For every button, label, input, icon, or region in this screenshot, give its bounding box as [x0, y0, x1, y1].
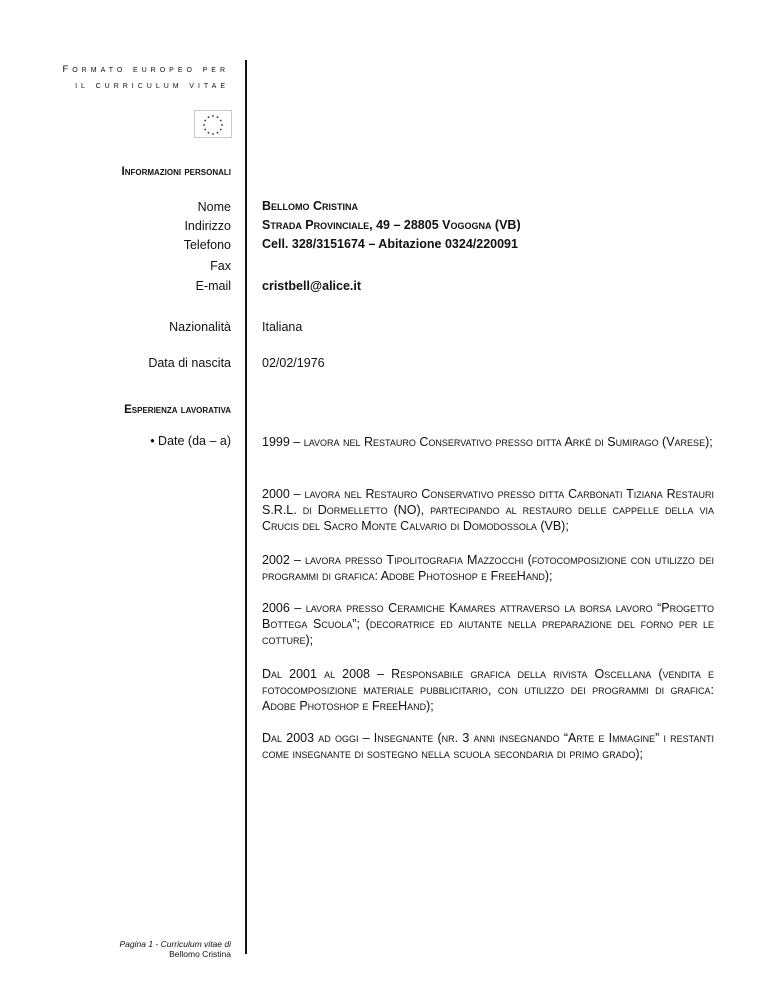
eu-stars-flag-icon — [194, 110, 232, 138]
label-birthdate: Data di nascita — [148, 356, 231, 370]
vertical-divider — [245, 60, 247, 954]
experience-entry: Dal 2003 ad oggi – Insegnante (nr. 3 anni insegnando “Arte e Immagine” i restanti come insegnante di sostegno nella scuola secondaria di primo grado); — [262, 731, 714, 761]
value-email: cristbell@alice.it — [262, 279, 362, 293]
footer-line1: Pagina 1 - Curriculum vitae di — [119, 939, 231, 949]
document-title-line2: il curriculum vitae — [75, 80, 229, 91]
value-address: Strada Provinciale, 49 – 28805 Vogogna (VB) — [262, 218, 521, 232]
label-address: Indirizzo — [184, 219, 231, 233]
label-name: Nome — [197, 200, 231, 214]
footer — [120, 939, 232, 959]
label-phone: Telefono — [183, 238, 231, 252]
footer-line2: Bellomo Cristina — [169, 949, 231, 959]
document-title-line1: Formato europeo per — [62, 64, 229, 75]
experience-entry: 2002 – lavora presso Tipolitografia Mazzocchi (fotocomposizione con utilizzo dei programmi di grafica: Adobe Photoshop e FreeHand); — [262, 553, 714, 583]
value-birthdate: 02/02/1976 — [262, 356, 325, 370]
label-email: E-mail — [195, 279, 231, 293]
value-phone: Cell. 328/3151674 – Abitazione 0324/220091 — [262, 237, 518, 251]
experience-entry: 1999 – lavora nel Restauro Conservativo presso ditta Arké di Sumirago (Varese); — [262, 435, 713, 449]
value-name: Bellomo Cristina — [262, 199, 359, 213]
label-fax: Fax — [210, 259, 231, 273]
section-title-experience: Esperienza lavorativa — [124, 404, 231, 416]
experience-entry: 2006 – lavora presso Ceramiche Kamares attraverso la borsa lavoro “Progetto Bottega Scuola”; (decoratrice ed aiutante nella preparazione del forno per le cotture); — [262, 601, 714, 647]
label-dates: • Date (da – a) — [150, 434, 231, 448]
section-title-personal: Informazioni personali — [121, 166, 231, 178]
experience-entry: 2000 – lavora nel Restauro Conservativo presso ditta Carbonati Tiziana Restauri S.R.L. di Dormelletto (NO), partecipando al restauro delle cappelle della via Crucis del Sacro Monte Calvario di Domodossola (VB); — [262, 487, 714, 533]
experience-entry: Dal 2001 al 2008 – Responsabile grafica della rivista Oscellana (vendita e fotocomposizione materiale pubblicitario, con utilizzo dei programmi di grafica: Adobe Photoshop e FreeHand); — [262, 667, 714, 713]
value-nationality: Italiana — [262, 320, 303, 334]
label-nationality: Nazionalità — [169, 320, 231, 334]
